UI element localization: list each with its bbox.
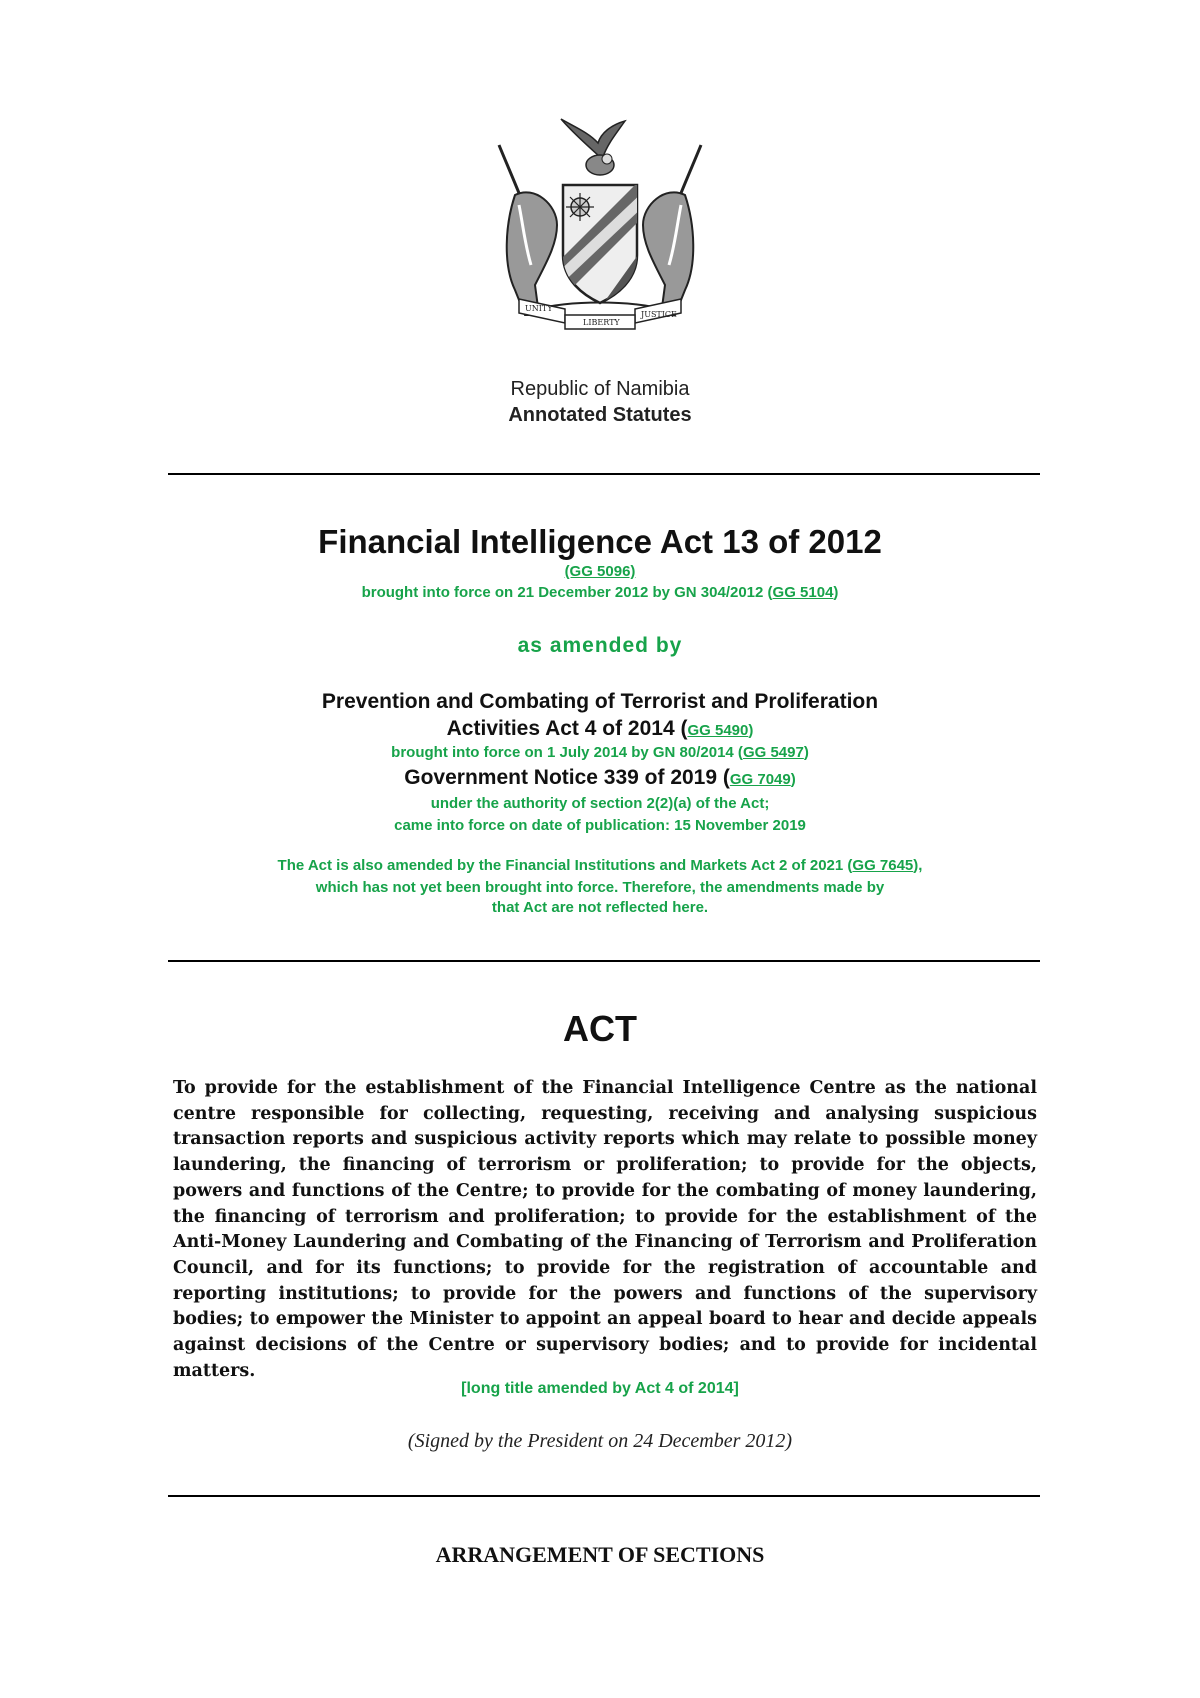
act-title: Financial Intelligence Act 13 of 2012 <box>318 523 882 560</box>
amending-act-commencement: brought into force on 1 July 2014 by GN 80/2014 (GG 5497) <box>391 744 809 761</box>
government-notice-commencement: came into force on date of publication: 15 November 2019 <box>394 817 806 834</box>
signed-date: (Signed by the President on 24 December 2012) <box>407 1430 793 1452</box>
motto-justice: JUSTICE <box>641 310 677 319</box>
gazette-link[interactable]: GG 7049 <box>729 771 791 788</box>
annotated-statutes-label: Annotated Statutes <box>508 404 692 426</box>
gazette-link[interactable]: GG 5104 <box>772 584 834 601</box>
coat-of-arms-icon <box>495 115 705 345</box>
long-title: To provide for the establishment of the Financial Intelligence Centre as the national centre responsible for collecting, requesting, receiving and analysing suspicious transaction reports and suspicious activity reports which may relate to possible money laundering, the financing of terrorism or proliferation; to provide for the objects, powers and functions of the Centre; to provide for the combating of money laundering, the financing of terrorism and proliferation; to provide for the establishment of the Anti-Money Laundering and Combating of the Financing of Terrorism and Proliferation Council, and for its functions; to provide for the registration of accountable and reporting institutions; to provide for the powers and functions of the supervisory bodies; to empower the Minister to appoint an appeal board to hear and decide appeals against decisions of the Centre or supervisory bodies; and to provide for incidental matters. <box>173 1078 1037 1381</box>
editorial-note: that Act are not reflected here. <box>491 899 709 916</box>
gazette-link[interactable]: GG 7645 <box>852 857 914 874</box>
act-gazette-reference <box>0 563 1200 580</box>
editorial-note: which has not yet been brought into force. Therefore, the amendments made by <box>315 879 885 896</box>
arrangement-heading: ARRANGEMENT OF SECTIONS <box>435 1542 765 1567</box>
amending-act-title: Prevention and Combating of Terrorist and Proliferation <box>321 690 879 713</box>
divider <box>168 960 1040 962</box>
long-title-annotation: [long title amended by Act 4 of 2014] <box>461 1380 739 1397</box>
editorial-note: The Act is also amended by the Financial Institutions and Markets Act 2 of 2021 (GG 7645), <box>277 857 923 874</box>
amending-act-title: Activities Act 4 of 2014 (GG 5490) <box>446 717 754 740</box>
divider <box>168 473 1040 475</box>
gazette-link[interactable]: GG 5497 <box>742 744 804 761</box>
republic-label: Republic of Namibia <box>510 378 690 400</box>
motto-liberty: LIBERTY <box>583 318 620 327</box>
gazette-link[interactable]: (GG 5096) <box>564 563 636 580</box>
act-heading: ACT <box>563 1008 637 1049</box>
divider <box>168 1495 1040 1497</box>
act-commencement: brought into force on 21 December 2012 by GN 304/2012 (GG 5104) <box>361 584 839 601</box>
motto-unity: UNITY <box>525 304 553 313</box>
gazette-link[interactable]: GG 5490 <box>687 722 749 739</box>
government-notice-title: Government Notice 339 of 2019 (GG 7049) <box>404 766 796 789</box>
government-notice-authority: under the authority of section 2(2)(a) of the Act; <box>430 795 770 812</box>
amended-by-label: as amended by <box>517 634 683 657</box>
